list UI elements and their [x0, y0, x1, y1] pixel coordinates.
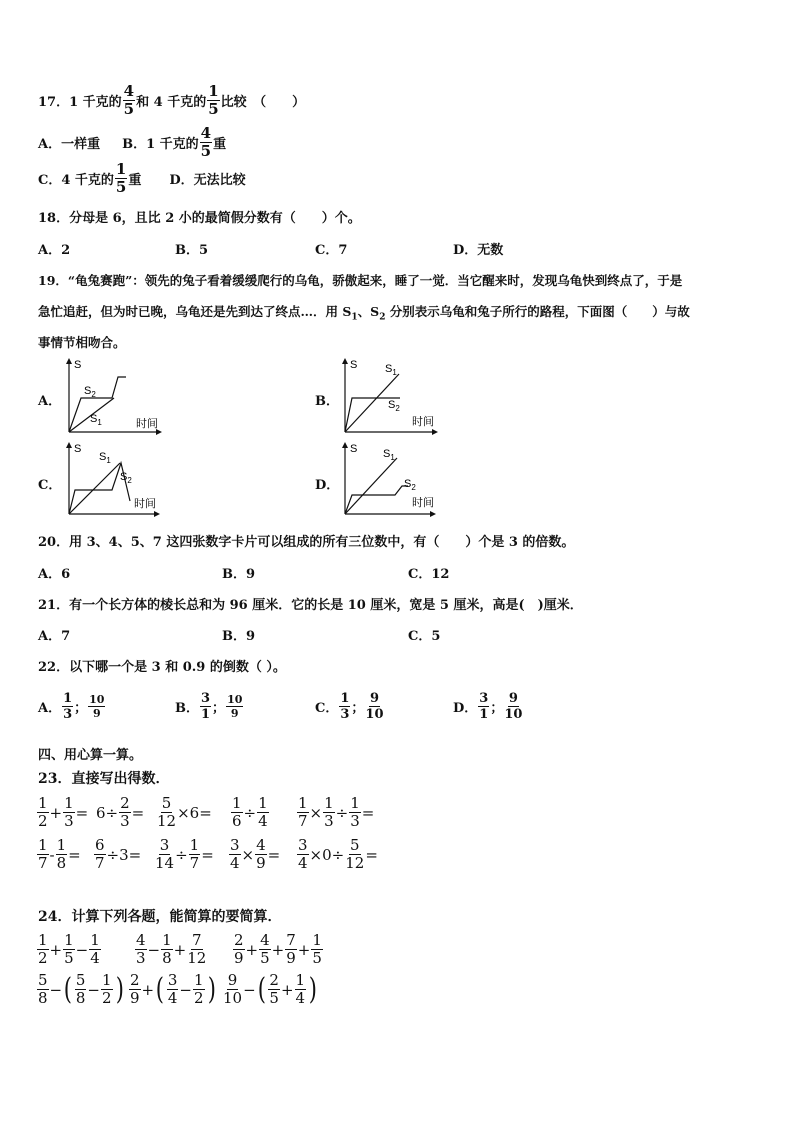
- q23-item-2: 6 ÷ $\frac{2}{3}$ =: [96, 794, 145, 830]
- q20-option-b[interactable]: B．9: [222, 567, 256, 582]
- q20-option-a[interactable]: A．6: [38, 567, 71, 582]
- q23-item-7: $\frac{6}{7}$ ÷ 3 =: [95, 836, 142, 872]
- graph-d: [338, 440, 442, 520]
- graph-a: [62, 356, 166, 436]
- graph-d-y-arrow: [342, 442, 348, 448]
- q18-option-d[interactable]: D．无数: [453, 243, 504, 258]
- q19-option-b-label[interactable]: B．: [315, 394, 339, 409]
- graph-a-s-label: S: [74, 359, 82, 371]
- graph-c-s1-label: $S_1$: [99, 451, 111, 465]
- graph-d-s-label: S: [350, 443, 358, 455]
- q23-item-1: $\frac{1}{2}$ + $\frac{1}{3}$ =: [38, 794, 89, 830]
- q23-title: 23．直接写出得数．: [38, 771, 170, 787]
- graph-c-time-label: 时间: [134, 498, 156, 510]
- q19-option-d-label[interactable]: D．: [315, 478, 340, 493]
- q17-options-row2: [38, 162, 246, 195]
- graph-b-s1-label: $S_1$: [385, 363, 397, 377]
- q24-item-4: $\frac{5}{8}$ − ( $\frac{5}{8}$ − $\frac{1}{2}$ ): [38, 971, 124, 1007]
- q19-stem-line2: 急忙追赶，但为时已晚，乌龟还是先到达了终点…．用 $S_1$、$S_2$ 分别表示乌龟和兔子所行的路程，下面图（ ）与故: [38, 304, 690, 323]
- q18-option-c[interactable]: C．7: [315, 243, 348, 258]
- q24-item-3: $\frac{2}{9}$ + $\frac{4}{5}$ + $\frac{7}{9}$ + $\frac{1}{5}$: [234, 931, 322, 967]
- q23-item-9: $\frac{3}{4}$ × $\frac{4}{9}$ =: [230, 836, 281, 872]
- graph-c-y-arrow: [66, 442, 72, 448]
- graph-b: [338, 356, 442, 436]
- q19-option-c-label[interactable]: C．: [38, 478, 62, 493]
- q23-item-4: $\frac{1}{6}$ ÷ $\frac{1}{4}$: [232, 794, 268, 830]
- graph-a-time-label: 时间: [136, 418, 158, 430]
- q24-title: 24．计算下列各题，能简算的要简算．: [38, 909, 282, 925]
- q18-option-a[interactable]: A．2: [38, 243, 71, 258]
- q19-stem-line3: 事情节相吻合。: [38, 335, 126, 350]
- q19-option-a-label[interactable]: A．: [38, 394, 62, 409]
- q22-option-c[interactable]: C． $\frac{1}{3}$ ； $\frac{9}{10}$: [315, 691, 384, 722]
- graph-c-s-label: S: [74, 443, 82, 455]
- graph-d-s1-line: [345, 458, 397, 514]
- q23-item-6: $\frac{1}{7}$ - $\frac{1}{8}$ =: [38, 836, 81, 872]
- graph-b-x-arrow: [432, 429, 438, 435]
- q23-item-8: $\frac{3}{14}$ ÷ $\frac{1}{7}$ =: [155, 836, 214, 872]
- q17-option-d[interactable]: D．无法比较: [169, 173, 246, 188]
- graph-d-x-arrow: [430, 511, 436, 517]
- graph-a-y-arrow: [66, 358, 72, 364]
- q21-option-b[interactable]: B．9: [222, 629, 256, 644]
- graph-b-s-label: S: [350, 359, 358, 371]
- q22-option-d[interactable]: D． $\frac{3}{1}$ ； $\frac{9}{10}$: [453, 691, 523, 722]
- q20-option-c[interactable]: C．12: [408, 567, 450, 582]
- graph-d-s2-line: [345, 486, 408, 514]
- q22-stem: 22．以下哪一个是 3 和 0.9 的倒数（ ）。: [38, 660, 286, 675]
- graph-c-x-arrow: [154, 511, 160, 517]
- q17-option-a[interactable]: A．一样重: [38, 137, 101, 152]
- q21-stem: 21．有一个长方体的棱长总和为 96 厘米．它的长是 10 厘米，宽是 5 厘米，高是( )厘米．: [38, 598, 583, 613]
- graph-d-s1-label: $S_1$: [383, 448, 395, 462]
- q23-item-3: $\frac{5}{12}$ × 6 =: [157, 794, 212, 830]
- q17-option-c[interactable]: C．4 千克的 $\frac{1}{5}$ 重: [38, 160, 142, 196]
- section-title: 四、用心算一算。: [38, 748, 143, 763]
- graph-b-y-arrow: [342, 358, 348, 364]
- q18-option-b[interactable]: B．5: [175, 243, 209, 258]
- q22-option-b[interactable]: B． $\frac{3}{1}$ ； $\frac{10}{9}$: [175, 691, 243, 722]
- graph-d-time-label: 时间: [412, 497, 434, 509]
- graph-d-s2-label: $S_2$: [404, 478, 416, 492]
- q17-stem: 17． 1 千克的 $\frac{4}{5}$ 和 4 千克的 $\frac{1}{5}$ 比较 （ ）: [38, 82, 306, 118]
- q17-option-b[interactable]: B．1 千克的 $\frac{4}{5}$ 重: [122, 124, 227, 160]
- q24-item-5: $\frac{2}{9}$ + ( $\frac{3}{4}$ − $\frac{1}{2}$ ): [130, 971, 216, 1007]
- graph-a-s2-label: $S_2$: [84, 385, 96, 399]
- q23-item-10: $\frac{3}{4}$ × 0 ÷ $\frac{5}{12}$ =: [298, 836, 378, 872]
- q17-options-row1: [38, 126, 226, 159]
- q19-stem-line1: 19．“龟兔赛跑”：领先的兔子看着缓缓爬行的乌龟，骄傲起来，睡了一觉．当它醒来时，发现乌龟快到终点了，于是: [38, 273, 683, 288]
- q20-stem: 20．用 3、4、5、7 这四张数字卡片可以组成的所有三位数中，有（ ）个是 3 的倍数。: [38, 535, 575, 550]
- graph-c-s2-label: $S_2$: [120, 471, 132, 485]
- q24-item-2: $\frac{4}{3}$ − $\frac{1}{8}$ + $\frac{7}{12}$: [136, 931, 207, 967]
- graph-b-time-label: 时间: [412, 416, 434, 428]
- q22-option-a[interactable]: A． $\frac{1}{3}$ ； $\frac{10}{9}$: [38, 691, 105, 722]
- q23-item-5: $\frac{1}{7}$ × $\frac{1}{3}$ ÷ $\frac{1}{3}$ =: [298, 794, 375, 830]
- graph-b-s2-label: $S_2$: [388, 399, 400, 413]
- q18-stem: 18．分母是 6，且比 2 小的最简假分数有（ ）个。: [38, 211, 361, 226]
- q21-option-a[interactable]: A．7: [38, 629, 71, 644]
- graph-c: [62, 440, 166, 520]
- q21-option-c[interactable]: C．5: [408, 629, 441, 644]
- q24-item-6: $\frac{9}{10}$ − ( $\frac{2}{5}$ + $\frac{1}{4}$ ): [223, 971, 318, 1007]
- graph-a-s1-label: $S_1$: [90, 413, 102, 427]
- q24-item-1: $\frac{1}{2}$ + $\frac{1}{5}$ − $\frac{1}{4}$: [38, 931, 100, 967]
